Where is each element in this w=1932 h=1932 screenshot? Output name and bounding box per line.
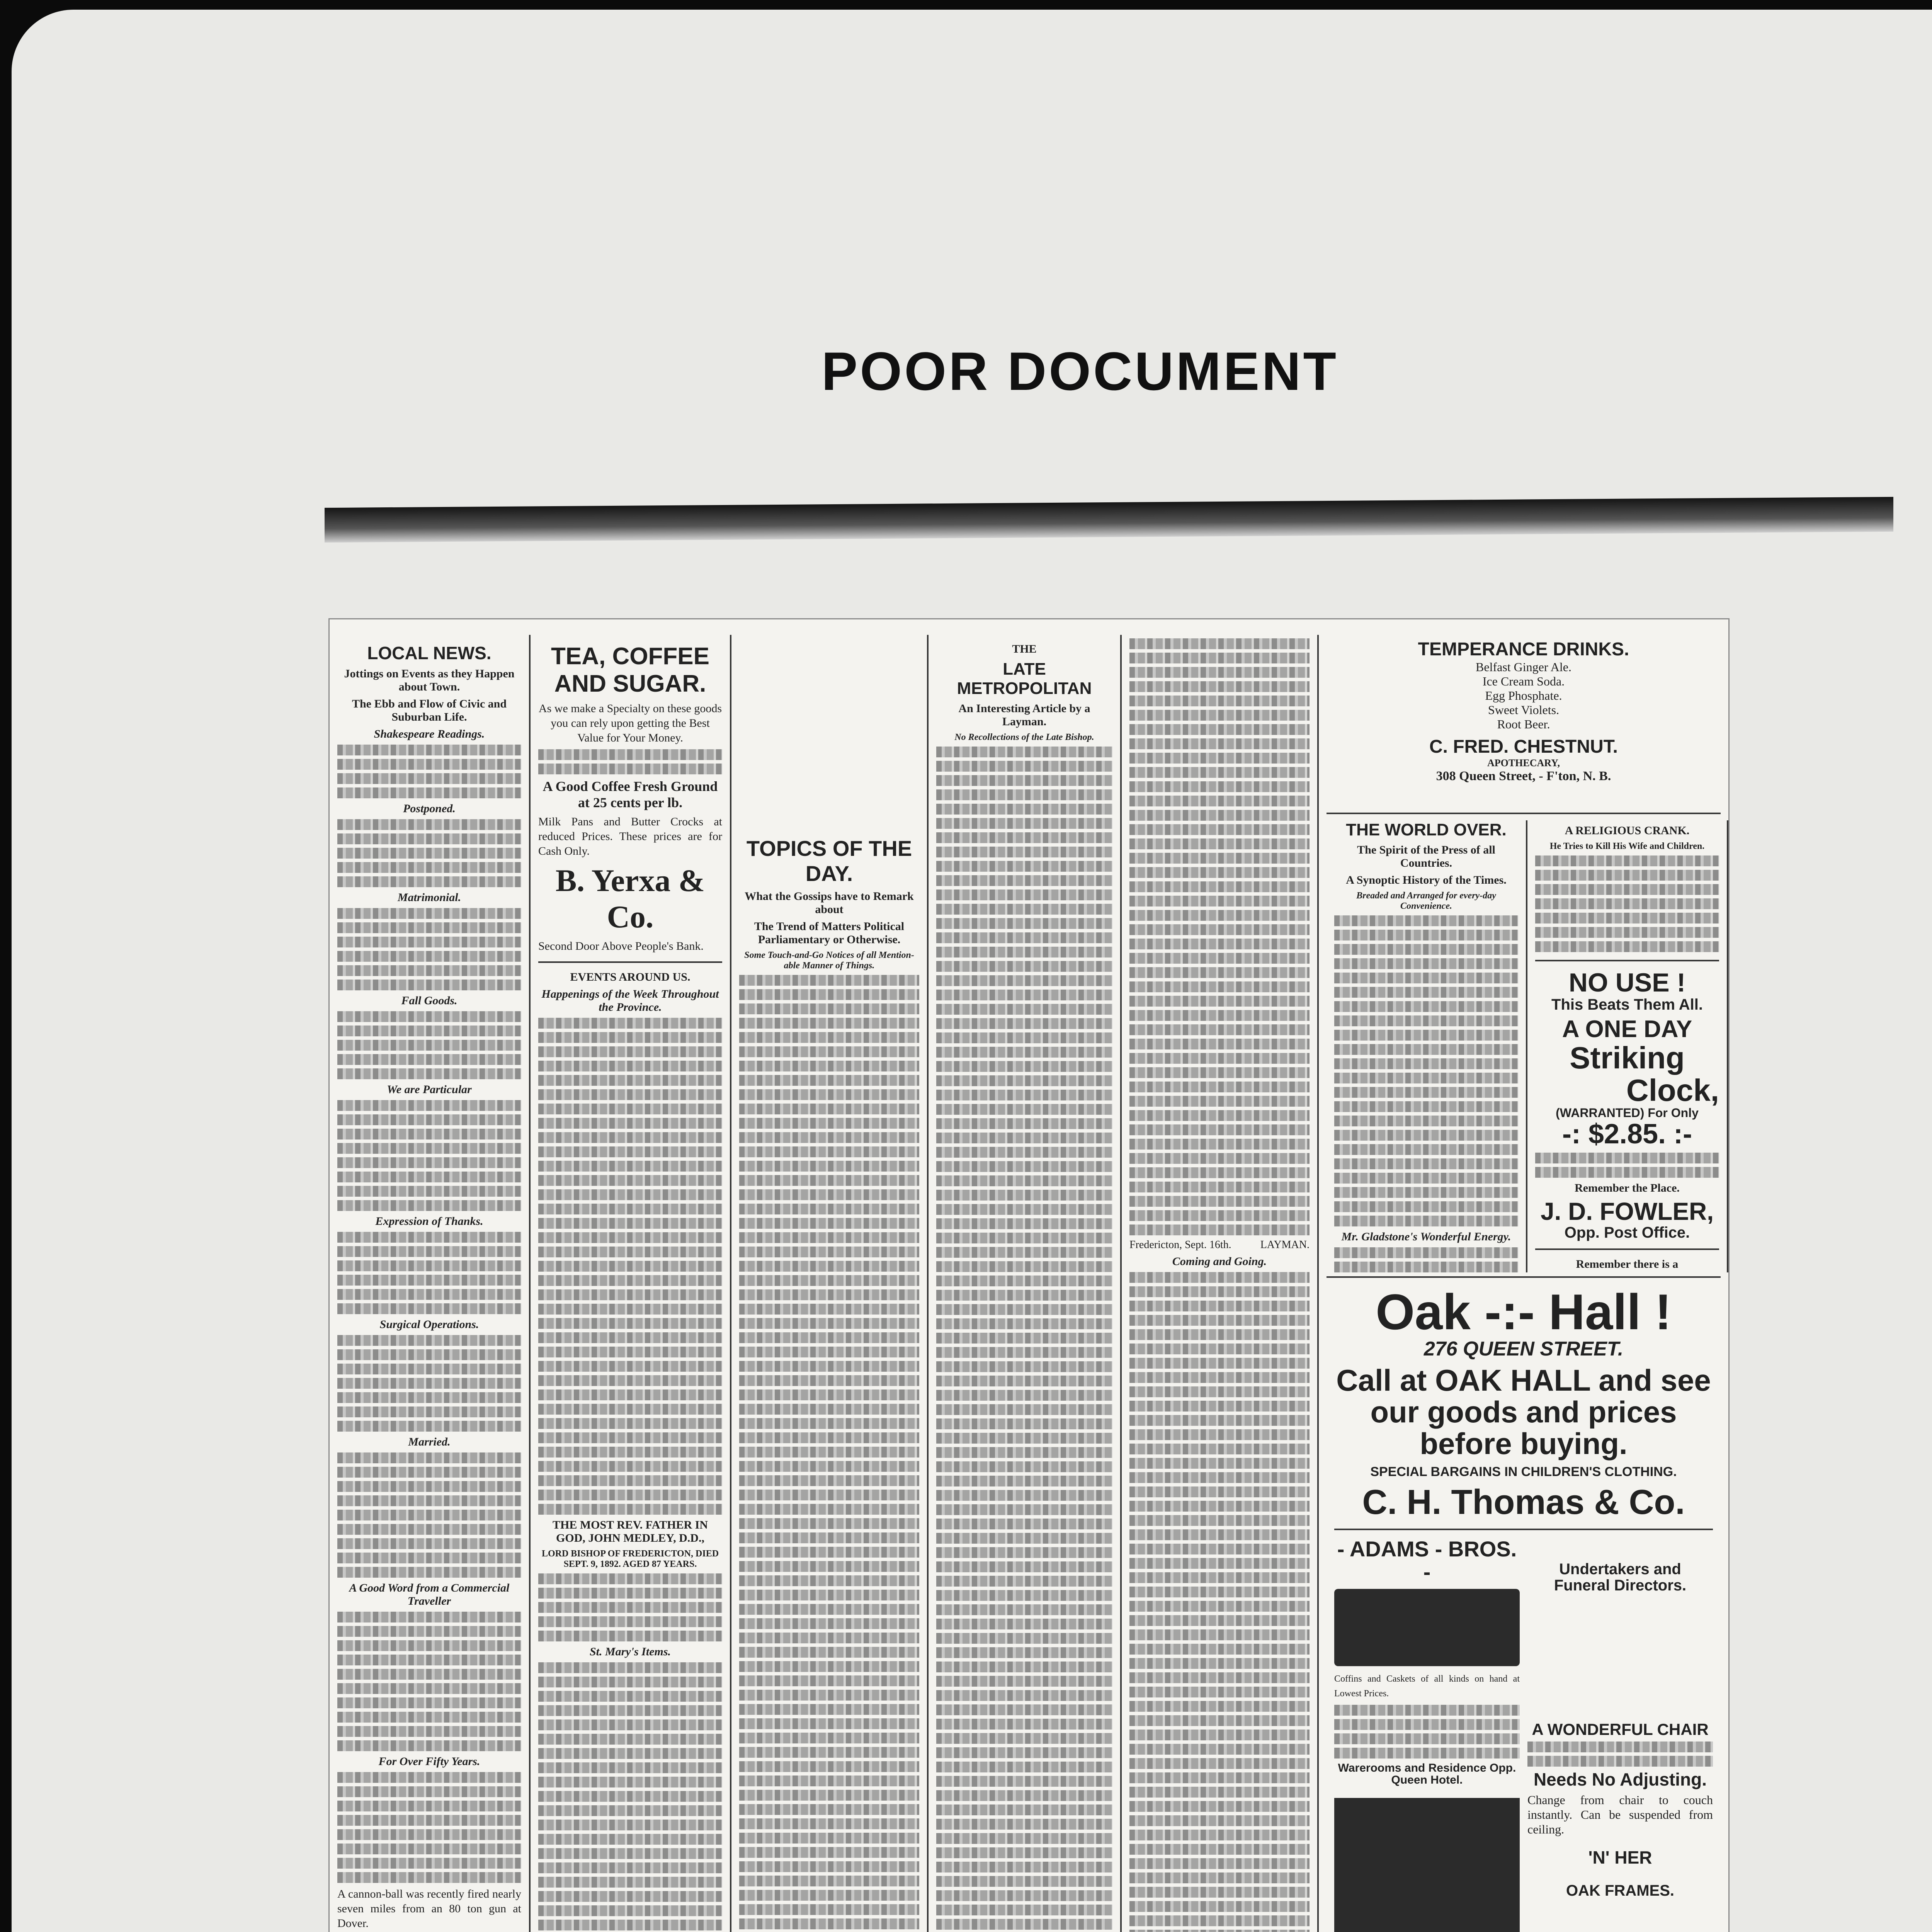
adams-ad bbox=[1334, 1538, 1520, 1932]
temperance-title: TEMPERANCE DRINKS. bbox=[1418, 639, 1629, 660]
oak-hall-call: Call at OAK HALL and see bbox=[1336, 1363, 1711, 1398]
adams-title: - ADAMS - BROS. - bbox=[1337, 1536, 1517, 1584]
st-marys-heading: St. Mary's Items. bbox=[589, 1645, 671, 1658]
temperance-item: Root Beer. bbox=[1497, 717, 1550, 731]
world-over-subtitle-3: Breaded and Arranged for every-day Convenience. bbox=[1356, 891, 1496, 911]
signature: LAYMAN. bbox=[1260, 1239, 1310, 1251]
chair-needs: Needs No Adjusting. bbox=[1533, 1769, 1707, 1790]
apothecary-label: APOTHECARY, bbox=[1487, 757, 1560, 769]
section-heading: Married. bbox=[408, 1435, 451, 1448]
section-heading: Expression of Thanks. bbox=[375, 1215, 483, 1228]
section-heading: Postponed. bbox=[403, 802, 456, 815]
no-use-headline: NO USE ! bbox=[1568, 968, 1686, 997]
events-title: EVENTS AROUND US. bbox=[570, 971, 690, 983]
crank-title: A RELIGIOUS CRANK. bbox=[1565, 824, 1690, 837]
topics-headline: TOPICS OF THE DAY. bbox=[746, 836, 912, 886]
column-tea-events bbox=[531, 635, 731, 1932]
section-heading: Matrimonial. bbox=[397, 891, 461, 904]
column-continued bbox=[1122, 635, 1319, 1932]
local-news-title: LOCAL NEWS. bbox=[367, 643, 492, 663]
the-label: THE bbox=[1012, 643, 1037, 655]
temperance-item: Belfast Ginger Ale. bbox=[1476, 660, 1571, 674]
column-topics bbox=[731, 635, 929, 1932]
adams-warerooms: Warerooms and Residence Opp. Queen Hotel. bbox=[1338, 1761, 1516, 1787]
chestnut-address: 308 Queen Street, - F'ton, N. B. bbox=[1436, 769, 1611, 783]
tea-lead: As we make a Specialty on these goods you can rely upon getting the Best Value for Your Money. bbox=[538, 702, 722, 744]
milk-pans-offer: Milk Pans and Butter Crocks at reduced Prices. These prices are for Cash Only. bbox=[538, 815, 722, 857]
poor-document-banner: POOR DOCUMENT bbox=[821, 341, 1338, 401]
newspaper-page bbox=[328, 618, 1730, 1932]
remember-place: Remember the Place. bbox=[1575, 1181, 1680, 1194]
local-news-subtitle-2: The Ebb and Flow of Civic and Suburban Life. bbox=[352, 697, 507, 723]
tea-coffee-headline: TEA, COFFEE AND SUGAR. bbox=[551, 643, 709, 697]
topics-subtitle-3: Some Touch-and-Go Notices of all Mention-able Manner of Things. bbox=[744, 950, 914, 971]
section-heading: Shakespeare Readings. bbox=[374, 728, 485, 740]
obituary-title: THE MOST REV. FATHER IN GOD, JOHN MEDLEY, D.D., bbox=[552, 1519, 708, 1544]
cannon-ball-paragraph: A cannon-ball was recently fired nearly seven miles from an 80 ton gun at Dover. bbox=[337, 1888, 521, 1930]
fowler-location: Opp. Post Office. bbox=[1564, 1224, 1690, 1241]
local-news-subtitle: Jottings on Events as they Happen about Town. bbox=[344, 667, 515, 693]
temperance-ad bbox=[1327, 635, 1721, 814]
one-day: A ONE DAY bbox=[1562, 1016, 1692, 1043]
adams-role: Undertakers and bbox=[1559, 1560, 1681, 1578]
chair-other: 'N' HER bbox=[1588, 1847, 1652, 1868]
yerxa-address: Second Door Above People's Bank. bbox=[538, 940, 704, 952]
metropolitan-subtitle-2: No Recollections of the Late Bishop. bbox=[954, 732, 1094, 742]
lower-right-ads bbox=[1327, 1276, 1721, 1932]
casket-image bbox=[1334, 1589, 1520, 1666]
obituary-subtitle: LORD BISHOP OF FREDERICTON, DIED SEPT. 9, 1892. AGED 87 YEARS. bbox=[541, 1549, 719, 1569]
oak-hall-title: Oak -:- Hall ! bbox=[1376, 1284, 1672, 1340]
adams-note: Coffins and Caskets of all kinds on hand at Lowest Prices. bbox=[1334, 1673, 1520, 1699]
chair-change: Change from chair to couch instantly. Can be suspended from ceiling. bbox=[1527, 1793, 1713, 1837]
adams-chair-right bbox=[1527, 1538, 1713, 1932]
oak-hall-street: 276 QUEEN STREET. bbox=[1423, 1337, 1624, 1360]
oak-hall-special: SPECIAL BARGAINS IN CHILDREN'S CLOTHING. bbox=[1370, 1464, 1677, 1479]
adams-role-2: Funeral Directors. bbox=[1554, 1577, 1687, 1594]
gladstone-heading: Mr. Gladstone's Wonderful Energy. bbox=[1341, 1230, 1511, 1243]
temperance-item: Ice Cream Soda. bbox=[1482, 674, 1565, 688]
coffee-offer: A Good Coffee Fresh Ground at 25 cents per lb. bbox=[543, 779, 718, 810]
remember-fish: Remember there is a bbox=[1576, 1257, 1679, 1270]
beats-them-all: This Beats Them All. bbox=[1551, 996, 1703, 1014]
striking: Striking bbox=[1570, 1041, 1685, 1075]
section-heading: Fall Goods. bbox=[401, 994, 457, 1007]
world-over-subtitle: The Spirit of the Press of all Countries. bbox=[1357, 844, 1495, 869]
topics-subtitle: What the Gossips have to Remark about bbox=[745, 890, 914, 916]
temperance-item: Egg Phosphate. bbox=[1485, 689, 1562, 702]
metropolitan-headline: LATE METROPOLITAN bbox=[957, 660, 1092, 698]
dateline: Fredericton, Sept. 16th. bbox=[1129, 1239, 1231, 1251]
chair-frames: OAK FRAMES. bbox=[1566, 1882, 1674, 1899]
warranted: (WARRANTED) For Only bbox=[1556, 1106, 1699, 1120]
section-heading: We are Particular bbox=[387, 1083, 472, 1096]
column-local-news bbox=[330, 635, 531, 1932]
coming-going-heading: Coming and Going. bbox=[1172, 1255, 1267, 1268]
chair-title: A WONDERFUL CHAIR bbox=[1532, 1720, 1709, 1738]
clock: Clock, bbox=[1626, 1073, 1719, 1108]
events-subtitle: Happenings of the Week Throughout the Province. bbox=[541, 988, 719, 1014]
topics-subtitle-2: The Trend of Matters Political Parliamentary or Otherwise. bbox=[754, 920, 905, 946]
column-late-metropolitan bbox=[929, 635, 1122, 1932]
section-heading: A Good Word from a Commercial Traveller bbox=[349, 1582, 510, 1607]
world-over-title: THE WORLD OVER. bbox=[1346, 820, 1507, 839]
section-heading: For Over Fifty Years. bbox=[378, 1755, 480, 1768]
thomas-name: C. H. Thomas & Co. bbox=[1362, 1483, 1685, 1522]
section-heading: Surgical Operations. bbox=[379, 1318, 479, 1331]
chestnut-name: C. FRED. CHESTNUT. bbox=[1429, 736, 1618, 757]
clock-price: -: $2.85. :- bbox=[1562, 1119, 1692, 1150]
world-over-subtitle-2: A Synoptic History of the Times. bbox=[1346, 874, 1507, 886]
yerxa-brand: B. Yerxa & Co. bbox=[555, 863, 705, 934]
chair-illustration bbox=[1334, 1798, 1520, 1932]
oak-hall-call-2: our goods and prices bbox=[1370, 1395, 1677, 1429]
temperance-item: Sweet Violets. bbox=[1488, 703, 1560, 717]
metropolitan-subtitle: An Interesting Article by a Layman. bbox=[958, 702, 1090, 728]
crank-subtitle: He Tries to Kill His Wife and Children. bbox=[1549, 841, 1705, 851]
fowler-name: J. D. FOWLER, bbox=[1541, 1197, 1714, 1225]
oak-hall-call-3: before buying. bbox=[1420, 1426, 1628, 1461]
column-ads-right bbox=[1527, 820, 1728, 1272]
column-world-over bbox=[1327, 820, 1527, 1272]
